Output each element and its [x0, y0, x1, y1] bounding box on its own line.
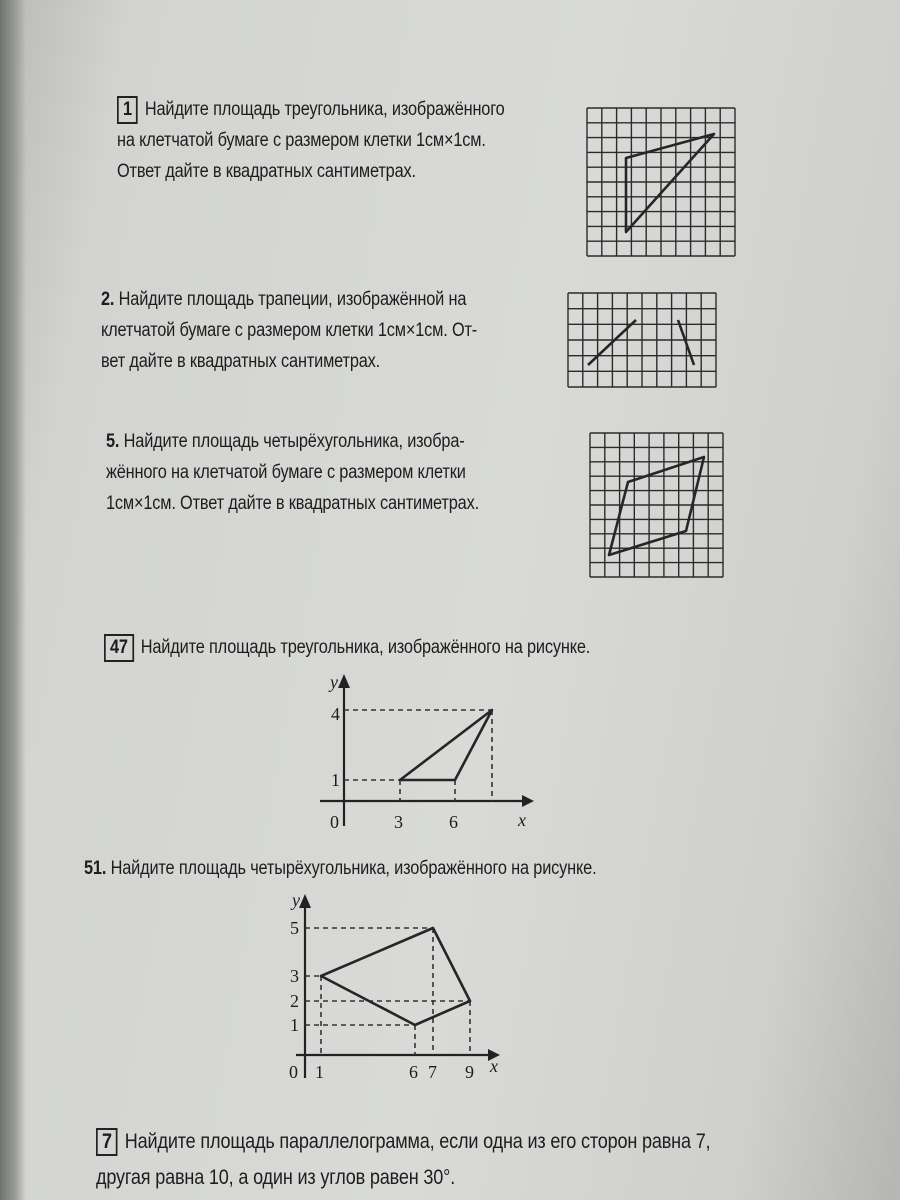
problem-5 — [106, 426, 479, 519]
grid-figure-1 — [587, 108, 737, 258]
grid-lines — [568, 293, 716, 387]
problem-line: Ответ дайте в квадратных сантиметрах. — [117, 161, 416, 182]
y-axis-label: y — [292, 890, 300, 910]
x-tick-label: 7 — [428, 1062, 437, 1082]
page-shadow-edge — [0, 0, 26, 1200]
problem-line: на клетчатой бумаге с размером клетки 1см×1см. — [117, 130, 486, 151]
x-axis-label: x — [490, 1056, 498, 1076]
problem-1 — [117, 94, 505, 187]
y-axis-arrow — [299, 894, 311, 908]
problem-line: Найдите площадь треугольника, изображённого — [144, 99, 505, 120]
problem-number-box: 47 — [104, 634, 134, 662]
x-tick-label: 6 — [409, 1062, 418, 1082]
problem-number: 51. — [84, 858, 107, 879]
problem-2 — [101, 284, 477, 377]
grid-lines — [587, 108, 735, 256]
problem-number-box: 7 — [96, 1128, 118, 1156]
coordinate-graph-47 — [300, 668, 540, 838]
grid-figure-5 — [590, 433, 725, 579]
triangle-figure — [626, 134, 714, 232]
x-tick-label: 1 — [315, 1062, 324, 1082]
y-tick-label: 2 — [290, 991, 299, 1011]
y-axis-arrow — [338, 674, 350, 688]
problem-line: 1см×1см. Ответ дайте в квадратных сантиметрах. — [106, 493, 479, 514]
problem-line: жённого на клетчатой бумаге с размером клетки — [106, 462, 466, 483]
x-tick-label: 9 — [465, 1062, 474, 1082]
problem-line: Найдите площадь треугольника, изображённого на рисунке. — [140, 637, 591, 658]
problem-line: другая равна 10, а один из углов равен 30°. — [96, 1166, 456, 1189]
origin-label: 0 — [330, 812, 339, 832]
triangle-figure — [400, 710, 492, 780]
quadrilateral-figure — [321, 928, 470, 1025]
x-axis-arrow — [522, 795, 534, 807]
y-tick-label: 1 — [290, 1015, 299, 1035]
y-axis-label: y — [330, 672, 338, 692]
origin-label: 0 — [289, 1062, 298, 1082]
x-axis-label: x — [518, 810, 526, 830]
problem-number: 2. — [101, 289, 115, 310]
y-tick-label: 1 — [331, 770, 340, 790]
y-tick-label: 4 — [331, 704, 340, 724]
problem-number-box: 1 — [117, 96, 138, 124]
y-tick-label: 3 — [290, 966, 299, 986]
problem-51 — [84, 853, 596, 884]
x-tick-label: 3 — [394, 812, 403, 832]
grid-figure-2 — [568, 293, 718, 389]
problem-47 — [104, 632, 590, 663]
problem-line: вет дайте в квадратных сантиметрах. — [101, 351, 381, 372]
problem-7 — [96, 1124, 710, 1196]
problem-line: Найдите площадь четырёхугольника, изображённого на рисунке. — [110, 858, 597, 879]
dashed-guides — [344, 710, 492, 801]
y-tick-label: 5 — [290, 918, 299, 938]
quadrilateral-figure — [609, 457, 704, 555]
problem-line: клетчатой бумаге с размером клетки 1см×1см. От- — [101, 320, 478, 341]
x-tick-label: 6 — [449, 812, 458, 832]
problem-number: 5. — [106, 431, 120, 452]
problem-line: Найдите площадь четырёхугольника, изобра- — [123, 431, 465, 452]
problem-line: Найдите площадь параллелограмма, если одна из его сторон равна 7, — [124, 1130, 711, 1153]
problem-line: Найдите площадь трапеции, изображённой на — [118, 289, 467, 310]
coordinate-graph-51 — [278, 888, 508, 1088]
